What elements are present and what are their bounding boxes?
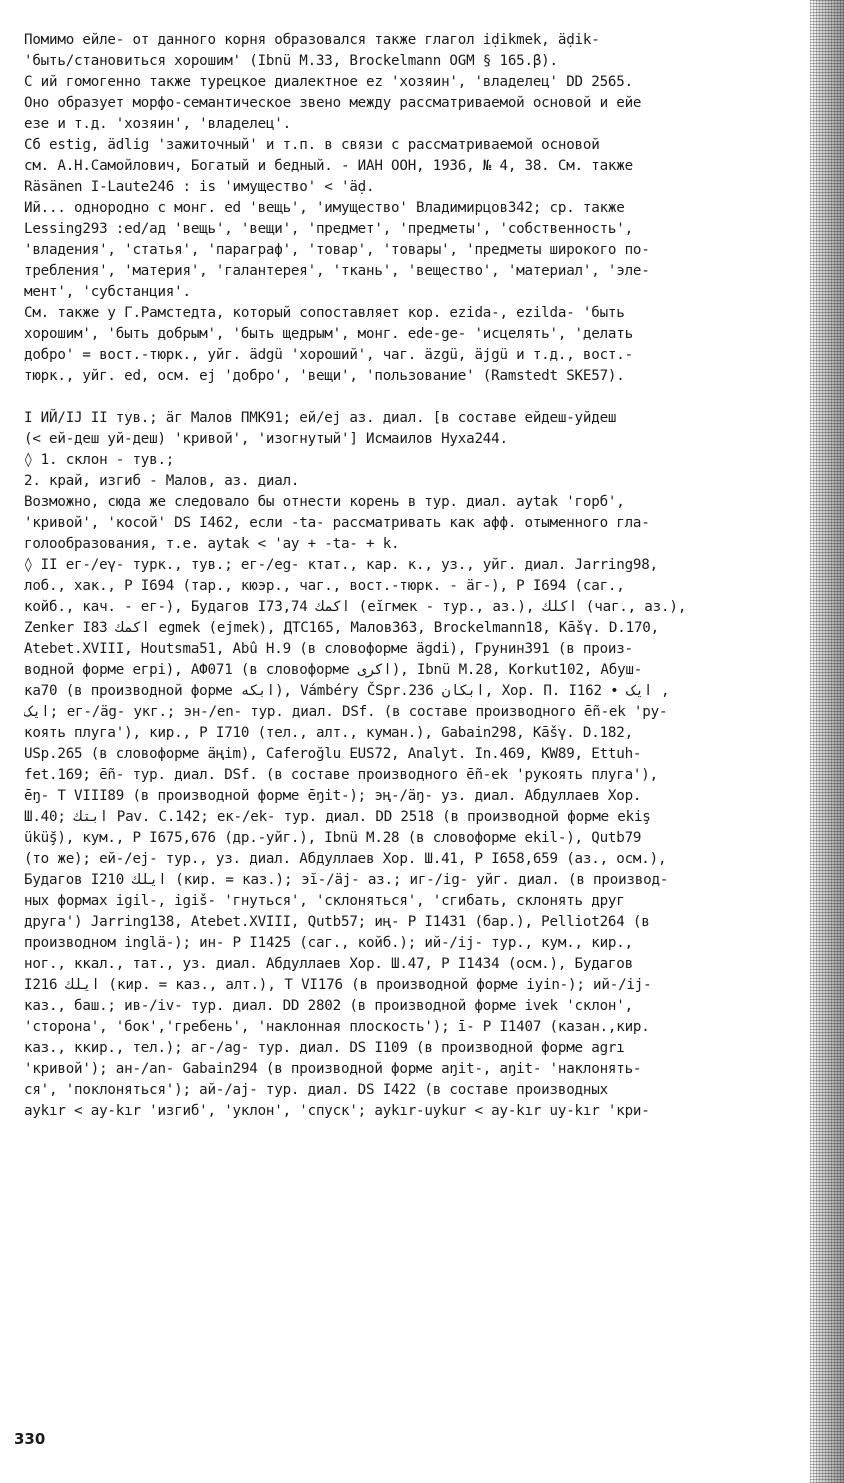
text-line: Возможно, сюда же следовало бы отнести корень в тур. диал. aytak 'горб', [24,494,625,510]
text-line: ◊ II ег-/eγ- турк., тув.; ег-/eg- ктат., кар. к., уз., уйг. диал. Jarring98, [24,557,658,573]
text-line: ایک; ег-/äg- укг.; эн-/en- тур. диал. DSf. (в составе производного ēñ-ek 'ру- [24,704,668,720]
text-line: ных формах igil-, igiš- 'гнуться', 'склоняться', 'сгибать, склонять друг [24,893,625,909]
text-line: Ий... однородно с монг. ed 'вещь', 'имущество' Владимирцов342; ср. также [24,200,625,216]
text-line: каз., ккир., тел.); аг-/ag- тур. диал. DS I109 (в производной форме agrı [24,1040,625,1056]
document-body [24,30,814,1122]
text-line: (< ей-деш уй-деш) 'кривой', 'изогнутый'] Исмаилов Нуха244. [24,431,508,447]
text-line: коять плуга'), кир., Р I710 (тел., алт., куман.), Gabain298, Kāšγ. D.182, [24,725,633,741]
text-line: Будагов I210 ایلك (кир. = каз.); эĭ-/äj- аз.; иг-/ig- уйг. диал. (в производ- [24,872,669,888]
text-line: 'владения', 'статья', 'параграф', 'товар', 'товары', 'предметы широкого по- [24,242,650,258]
text-line: Lessing293 :ed/ад 'вещь', 'вещи', 'предмет', 'предметы', 'собственность', [24,221,633,237]
text-line: ēŋ- Т VIII89 (в производной форме ēŋit-); эң-/äŋ- уз. диал. Абдуллаев Хор. [24,788,642,804]
text-line: голообразования, т.е. aytak < 'ay + -ta- + k. [24,536,400,552]
text-line: С ий гомогенно также турецкое диалектное ez 'хозяин', 'владелец' DD 2565. [24,74,633,90]
text-line: 2. край, изгиб - Малов, аз. диал. [24,473,300,489]
text-line: производном inglä-); ин- Р I1425 (саг., койб.); ий-/ij- тур., кум., кир., [24,935,633,951]
text-line: водной форме егрі), АФ071 (в словоформе اكرى), Ibnü M.28, Korkut102, Абуш- [24,662,643,678]
text-line: 'быть/становиться хорошим' (Ibnü M.33, Brockelmann OGM § 165.β). [24,53,558,69]
text-line: USp.265 (в словоформе äңim), Caferoğlu EUS72, Analyt. In.469, KW89, Ettuh- [24,746,642,762]
text-line: каз., баш.; ив-/iv- тур. диал. DD 2802 (в производной форме ivek 'склон', [24,998,633,1014]
text-line: требления', 'материя', 'галантерея', 'ткань', 'вещество', 'материал', 'эле- [24,263,650,279]
text-line: Atebet.XVIII, Houtsma51, Abû H.9 (в словоформе ägdi), Грунин391 (в произ- [24,641,633,657]
text-line: Zenker I83 اكمك egmek (ejmek), ДТС165, Малов363, Brockelmann18, Kāšγ. D.170, [24,620,659,636]
text-line: Сб estig, ädlig 'зажиточный' и т.п. в связи с рассматриваемой основой [24,137,600,153]
text-line: fet.169; ēñ- тур. диал. DSf. (в составе производного ēñ-ek 'рукоять плуга'), [24,767,658,783]
text-line: Оно образует морфо-семантическое звено между рассматриваемой основой и ейе [24,95,642,111]
text-line: см. А.Н.Самойлович, Богатый и бедный. - ИАН ООН, 1936, № 4, 38. См. также [24,158,633,174]
text-line: ног., ккал., тат., уз. диал. Абдуллаев Хор. Ш.47, Р I1434 (осм.), Будагов [24,956,633,972]
page-number: 330 [14,1430,46,1448]
text-line: aykır < ay-kır 'изгиб', 'уклон', 'спуск'; aykır-uykur < ay-kır uy-kır 'кри- [24,1103,650,1119]
text-line: I216 ایلك (кир. = каз., алт.), Т VI176 (в производной форме iyin-); ий-/ij- [24,977,652,993]
text-line: ка70 (в производной форме ابكه), Vámbéry ČSpr.236 ابكان, Хор. П. I162 • ایک , [24,683,670,699]
page-edge-shading [810,0,844,1483]
text-line: койб., кач. - ег-), Будагов I73,74 اكمك (eĭгмек - тур., аз.), اكلك (чаг., аз.), [24,599,687,615]
text-line: мент', 'субстанция'. [24,284,191,300]
text-line: ükü̆ş), кум., Р I675,676 (др.-уйг.), Ibnü M.28 (в словоформе ekil-), Qutb79 [24,830,642,846]
text-line: Ш.40; ابتك Pav. C.142; ек-/ek- тур. диал. DD 2518 (в производной форме ekiş [24,809,651,825]
text-line: 'сторона', 'бок','гребень', 'наклонная плоскость'); ī- Р I1407 (казан.,кир. [24,1019,650,1035]
text-line: езе и т.д. 'хозяин', 'владелец'. [24,116,291,132]
text-line: Räsänen I-Laute246 : is 'имущество' < 'äḍ. [24,179,375,195]
text-line: (то же); ей-/ej- тур., уз. диал. Абдуллаев Хор. Ш.41, Р I658,659 (аз., осм.), [24,851,667,867]
text-line: Помимо ейле- от данного корня образовался также глагол iḍikmek, äḍik- [24,32,600,48]
text-line: добро' = вост.-тюрк., уйг. ädgü 'хороший', чаг. äzgü, äjgü и т.д., вост.- [24,347,633,363]
text-line: См. также у Г.Рамстедта, который сопоставляет кор. ezida-, ezilda- 'быть [24,305,625,321]
text-line: хорошим', 'быть добрым', 'быть щедрым', монг. ede-ge- 'исцелять', 'делать [24,326,633,342]
text-line: ся', 'поклоняться'); ай-/aj- тур. диал. DS I422 (в составе производных [24,1082,608,1098]
text-line: 'кривой'); ан-/an- Gabain294 (в производной форме aŋit-, aŋit- 'наклонять- [24,1061,642,1077]
text-line: друга') Jarring138, Atebet.XVIII, Qutb57; иң- Р I1431 (бар.), Pelliot264 (в [24,914,650,930]
text-line: тюрк., уйг. ed, осм. ej 'добро', 'вещи', 'пользование' (Ramstedt SKE57). [24,368,625,384]
blank-line [24,387,814,408]
text-line: 'кривой', 'косой' DS I462, если -ta- рассматривать как афф. отыменного гла- [24,515,650,531]
text-line: ◊ 1. склон - тув.; [24,452,175,468]
text-line: лоб., хак., Р I694 (тар., кюэр., чаг., вост.-тюрк. - äг-), Р I694 (саг., [24,578,625,594]
text-line: I ИЙ/IJ II тув.; äг Малов ПМК91; ей/ej аз. диал. [в составе ейдеш-уйдеш [24,410,617,426]
